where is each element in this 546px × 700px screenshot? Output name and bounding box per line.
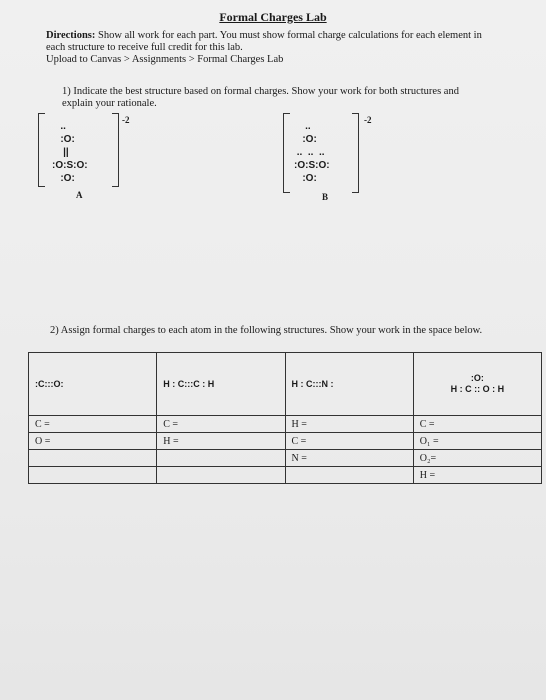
structure-a-charge: -2	[122, 115, 130, 125]
question-1-text: Indicate the best structure based on formal charges. Show your work for both structures and explain your rationale.	[62, 86, 459, 109]
table-cell	[29, 467, 157, 484]
question-2-text: Assign formal charges to each atom in the following structures. Show your work in the space below.	[60, 325, 483, 336]
molecule-hcn	[285, 353, 413, 416]
molecule-co	[29, 353, 157, 416]
directions	[46, 30, 486, 66]
table-cell	[29, 450, 157, 467]
table-row	[29, 416, 542, 433]
directions-text: Show all work for each part. You must show formal charge calculations for each element in each structure to receive full credit for this lab.	[46, 30, 482, 53]
table-cell: O₁ =	[413, 433, 541, 450]
structure-a-label: A	[76, 190, 83, 200]
table-row	[29, 467, 542, 484]
question-1-number: 1)	[62, 86, 71, 97]
molecule-formic-acid	[413, 353, 541, 416]
table-cell: O₂=	[413, 450, 541, 467]
structure-b-left-bracket	[283, 113, 290, 193]
table-cell	[285, 467, 413, 484]
table-cell: N =	[285, 450, 413, 467]
structure-a-lewis: .. :O: || :O:S:O: :O:	[52, 121, 88, 184]
formal-charge-table	[28, 352, 542, 484]
structure-b-right-bracket	[352, 113, 359, 193]
table-cell: H =	[157, 433, 285, 450]
table-header-row	[29, 353, 542, 416]
table-cell: H =	[285, 416, 413, 433]
page-title: Formal Charges Lab	[219, 10, 327, 24]
table-cell	[157, 450, 285, 467]
upload-instructions: Upload to Canvas > Assignments > Formal Charges Lab	[46, 54, 284, 65]
table-cell: C =	[413, 416, 541, 433]
molecule-hcn-lewis: H : C:::N :	[291, 378, 334, 389]
structure-a-right-bracket	[112, 113, 119, 187]
structure-b-label: B	[322, 192, 329, 202]
molecule-acetylene	[157, 353, 285, 416]
molecule-formic-acid-lewis: :O: H : C :: O : H	[450, 373, 505, 394]
question-1	[62, 86, 492, 110]
table-cell	[157, 467, 285, 484]
directions-label: Directions:	[46, 30, 96, 41]
structure-b-lewis: .. :O: .. .. .. :O:S:O: :O:	[294, 121, 330, 184]
table-cell: C =	[29, 416, 157, 433]
table-row	[29, 433, 542, 450]
table-cell: H =	[413, 467, 541, 484]
table-cell: O =	[29, 433, 157, 450]
table-cell: C =	[157, 416, 285, 433]
molecule-acetylene-lewis: H : C:::C : H	[163, 378, 215, 389]
table-cell: C =	[285, 433, 413, 450]
question-2-number: 2)	[50, 325, 59, 336]
molecule-co-lewis: :C:::O:	[35, 378, 64, 389]
structure-b-charge: -2	[364, 115, 372, 125]
structure-a-left-bracket	[38, 113, 45, 187]
table-row	[29, 450, 542, 467]
question-2	[50, 325, 500, 337]
